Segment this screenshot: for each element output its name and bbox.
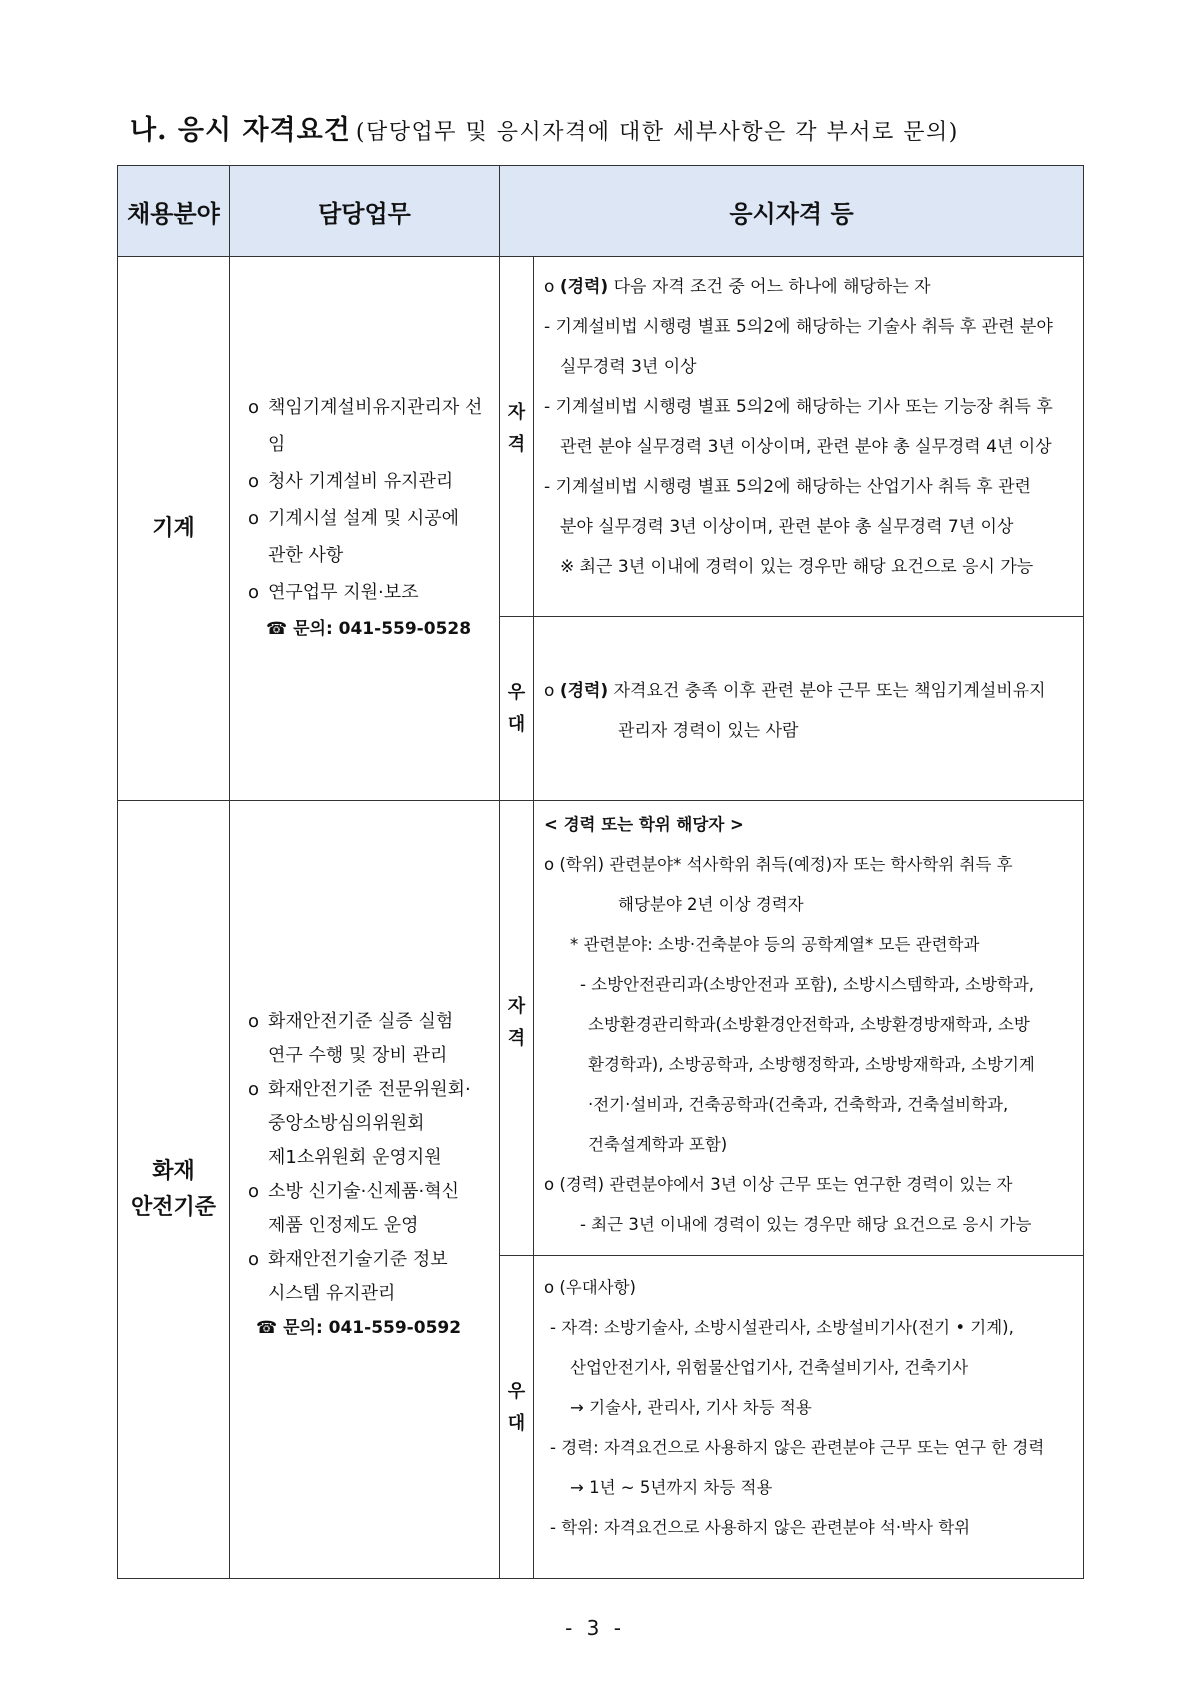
field-name: 안전기준 bbox=[130, 1194, 216, 1220]
page-number: - 3 - bbox=[565, 1616, 625, 1640]
duties-cell bbox=[230, 801, 500, 1579]
qualification-line: 관련 분야 실무경력 3년 이상이며, 관련 분야 총 실무경력 4년 이상 bbox=[560, 437, 1052, 457]
qualification-line: 분야 실무경력 3년 이상이며, 관련 분야 총 실무경력 7년 이상 bbox=[560, 517, 1014, 537]
duty-item: o 화재안전기준 실증 실험 bbox=[248, 1010, 454, 1032]
qualification-line: 실무경력 3년 이상 bbox=[560, 357, 697, 377]
duty-item: 중앙소방심의위원회 bbox=[268, 1112, 425, 1134]
preference-line: 산업안전기사, 위험물산업기사, 건축설비기사, 건축기사 bbox=[570, 1358, 969, 1377]
field-cell bbox=[118, 257, 230, 801]
field-name: 기계 bbox=[152, 515, 195, 541]
duty-item: o 연구업무 지원·보조 bbox=[248, 582, 419, 603]
duty-item: o 기계시설 설계 및 시공에 bbox=[248, 508, 460, 529]
duty-item: 제1소위원회 운영지원 bbox=[268, 1146, 442, 1168]
qualification-cell bbox=[534, 257, 1084, 617]
duty-item: o 화재안전기준 전문위원회· bbox=[248, 1078, 471, 1100]
qualification-line: 건축설계학과 포함) bbox=[588, 1135, 728, 1154]
preference-cell bbox=[534, 617, 1084, 801]
preference-label: 우 대 bbox=[500, 617, 534, 801]
qualification-line: o (학위) 관련분야* 석사학위 취득(예정)자 또는 학사학위 취득 후 bbox=[544, 855, 1013, 874]
section-title bbox=[130, 108, 1090, 147]
section-title-main: 나. 응시 자격요건 bbox=[130, 115, 351, 146]
preference-line: o (경력) 자격요건 충족 이후 관련 분야 근무 또는 책임기계설비유지 bbox=[544, 681, 1046, 701]
qualification-line: ※ 최근 3년 이내에 경력이 있는 경우만 해당 요건으로 응시 가능 bbox=[560, 557, 1034, 577]
qualification-line: - 기계설비법 시행령 별표 5의2에 해당하는 기술사 취득 후 관련 분야 bbox=[544, 317, 1053, 337]
field-cell bbox=[118, 801, 230, 1579]
qualification-line: - 소방안전관리과(소방안전과 포함), 소방시스템학과, 소방학과, bbox=[580, 975, 1035, 994]
preference-label: 우 대 bbox=[500, 1256, 534, 1579]
preference-line: 관리자 경력이 있는 사람 bbox=[618, 721, 799, 741]
preference-line: - 학위: 자격요건으로 사용하지 않은 관련분야 석·박사 학위 bbox=[550, 1518, 971, 1537]
qualification-line: < 경력 또는 학위 해당자 > bbox=[544, 815, 744, 834]
duty-item: o 화재안전기술기준 정보 bbox=[248, 1248, 448, 1270]
qualification-line: - 기계설비법 시행령 별표 5의2에 해당하는 기사 또는 기능장 취득 후 bbox=[544, 397, 1053, 417]
duty-item: 연구 수행 및 장비 관리 bbox=[268, 1044, 448, 1066]
qualification-line: - 기계설비법 시행령 별표 5의2에 해당하는 산업기사 취득 후 관련 bbox=[544, 477, 1031, 497]
duty-item: 관한 사항 bbox=[268, 545, 344, 566]
qualification-line: 환경학과), 소방공학과, 소방행정학과, 소방방재학과, 소방기계 bbox=[588, 1055, 1035, 1074]
duty-item: 제품 인정제도 운영 bbox=[268, 1214, 419, 1236]
header-qualifications: 응시자격 등 bbox=[500, 166, 1084, 257]
contact-phone: ☎ 문의: 041-559-0592 bbox=[256, 1317, 462, 1338]
header-field: 채용분야 bbox=[118, 166, 230, 257]
qualification-label: 자 격 bbox=[500, 257, 534, 617]
header-duties: 담당업무 bbox=[230, 166, 500, 257]
preference-line: - 자격: 소방기술사, 소방시설관리사, 소방설비기사(전기 • 기계), bbox=[550, 1318, 1014, 1337]
qualification-line: 소방환경관리학과(소방환경안전학과, 소방환경방재학과, 소방 bbox=[588, 1015, 1030, 1034]
preference-line: - 경력: 자격요건으로 사용하지 않은 관련분야 근무 또는 연구 한 경력 bbox=[550, 1438, 1045, 1457]
qualification-line: * 관련분야: 소방·건축분야 등의 공학계열* 모든 관련학과 bbox=[570, 935, 980, 954]
qualification-line: o (경력) 다음 자격 조건 중 어느 하나에 해당하는 자 bbox=[544, 277, 931, 297]
duty-item: o 소방 신기술·신제품·혁신 bbox=[248, 1180, 460, 1202]
preference-cell bbox=[534, 1256, 1084, 1579]
qualification-label: 자 격 bbox=[500, 801, 534, 1256]
preference-line: → 1년 ~ 5년까지 차등 적용 bbox=[570, 1478, 773, 1497]
preference-line: → 기술사, 관리사, 기사 차등 적용 bbox=[570, 1398, 812, 1417]
table-row bbox=[118, 257, 1084, 617]
duties-cell bbox=[230, 257, 500, 801]
contact-phone: ☎ 문의: 041-559-0528 bbox=[266, 619, 472, 639]
qualification-cell bbox=[534, 801, 1084, 1256]
section-title-sub: (담당업무 및 응시자격에 대한 세부사항은 각 부서로 문의) bbox=[355, 120, 959, 145]
preference-line: o (우대사항) bbox=[544, 1278, 636, 1297]
duty-item: o 책임기계설비유지관리자 선임 bbox=[248, 397, 483, 455]
field-name: 화재 bbox=[152, 1158, 195, 1184]
table-header-row bbox=[118, 166, 1084, 257]
qualification-line: o (경력) 관련분야에서 3년 이상 근무 또는 연구한 경력이 있는 자 bbox=[544, 1175, 1013, 1194]
requirements-table bbox=[117, 165, 1084, 1579]
duty-item: o 청사 기계설비 유지관리 bbox=[248, 471, 454, 492]
qualification-line: ·전기·설비과, 건축공학과(건축과, 건축학과, 건축설비학과, bbox=[588, 1095, 1009, 1114]
table-row bbox=[118, 801, 1084, 1256]
duty-item: 시스템 유지관리 bbox=[268, 1282, 396, 1304]
qualification-line: - 최근 3년 이내에 경력이 있는 경우만 해당 요건으로 응시 가능 bbox=[580, 1215, 1032, 1234]
qualification-line: 해당분야 2년 이상 경력자 bbox=[618, 895, 804, 914]
